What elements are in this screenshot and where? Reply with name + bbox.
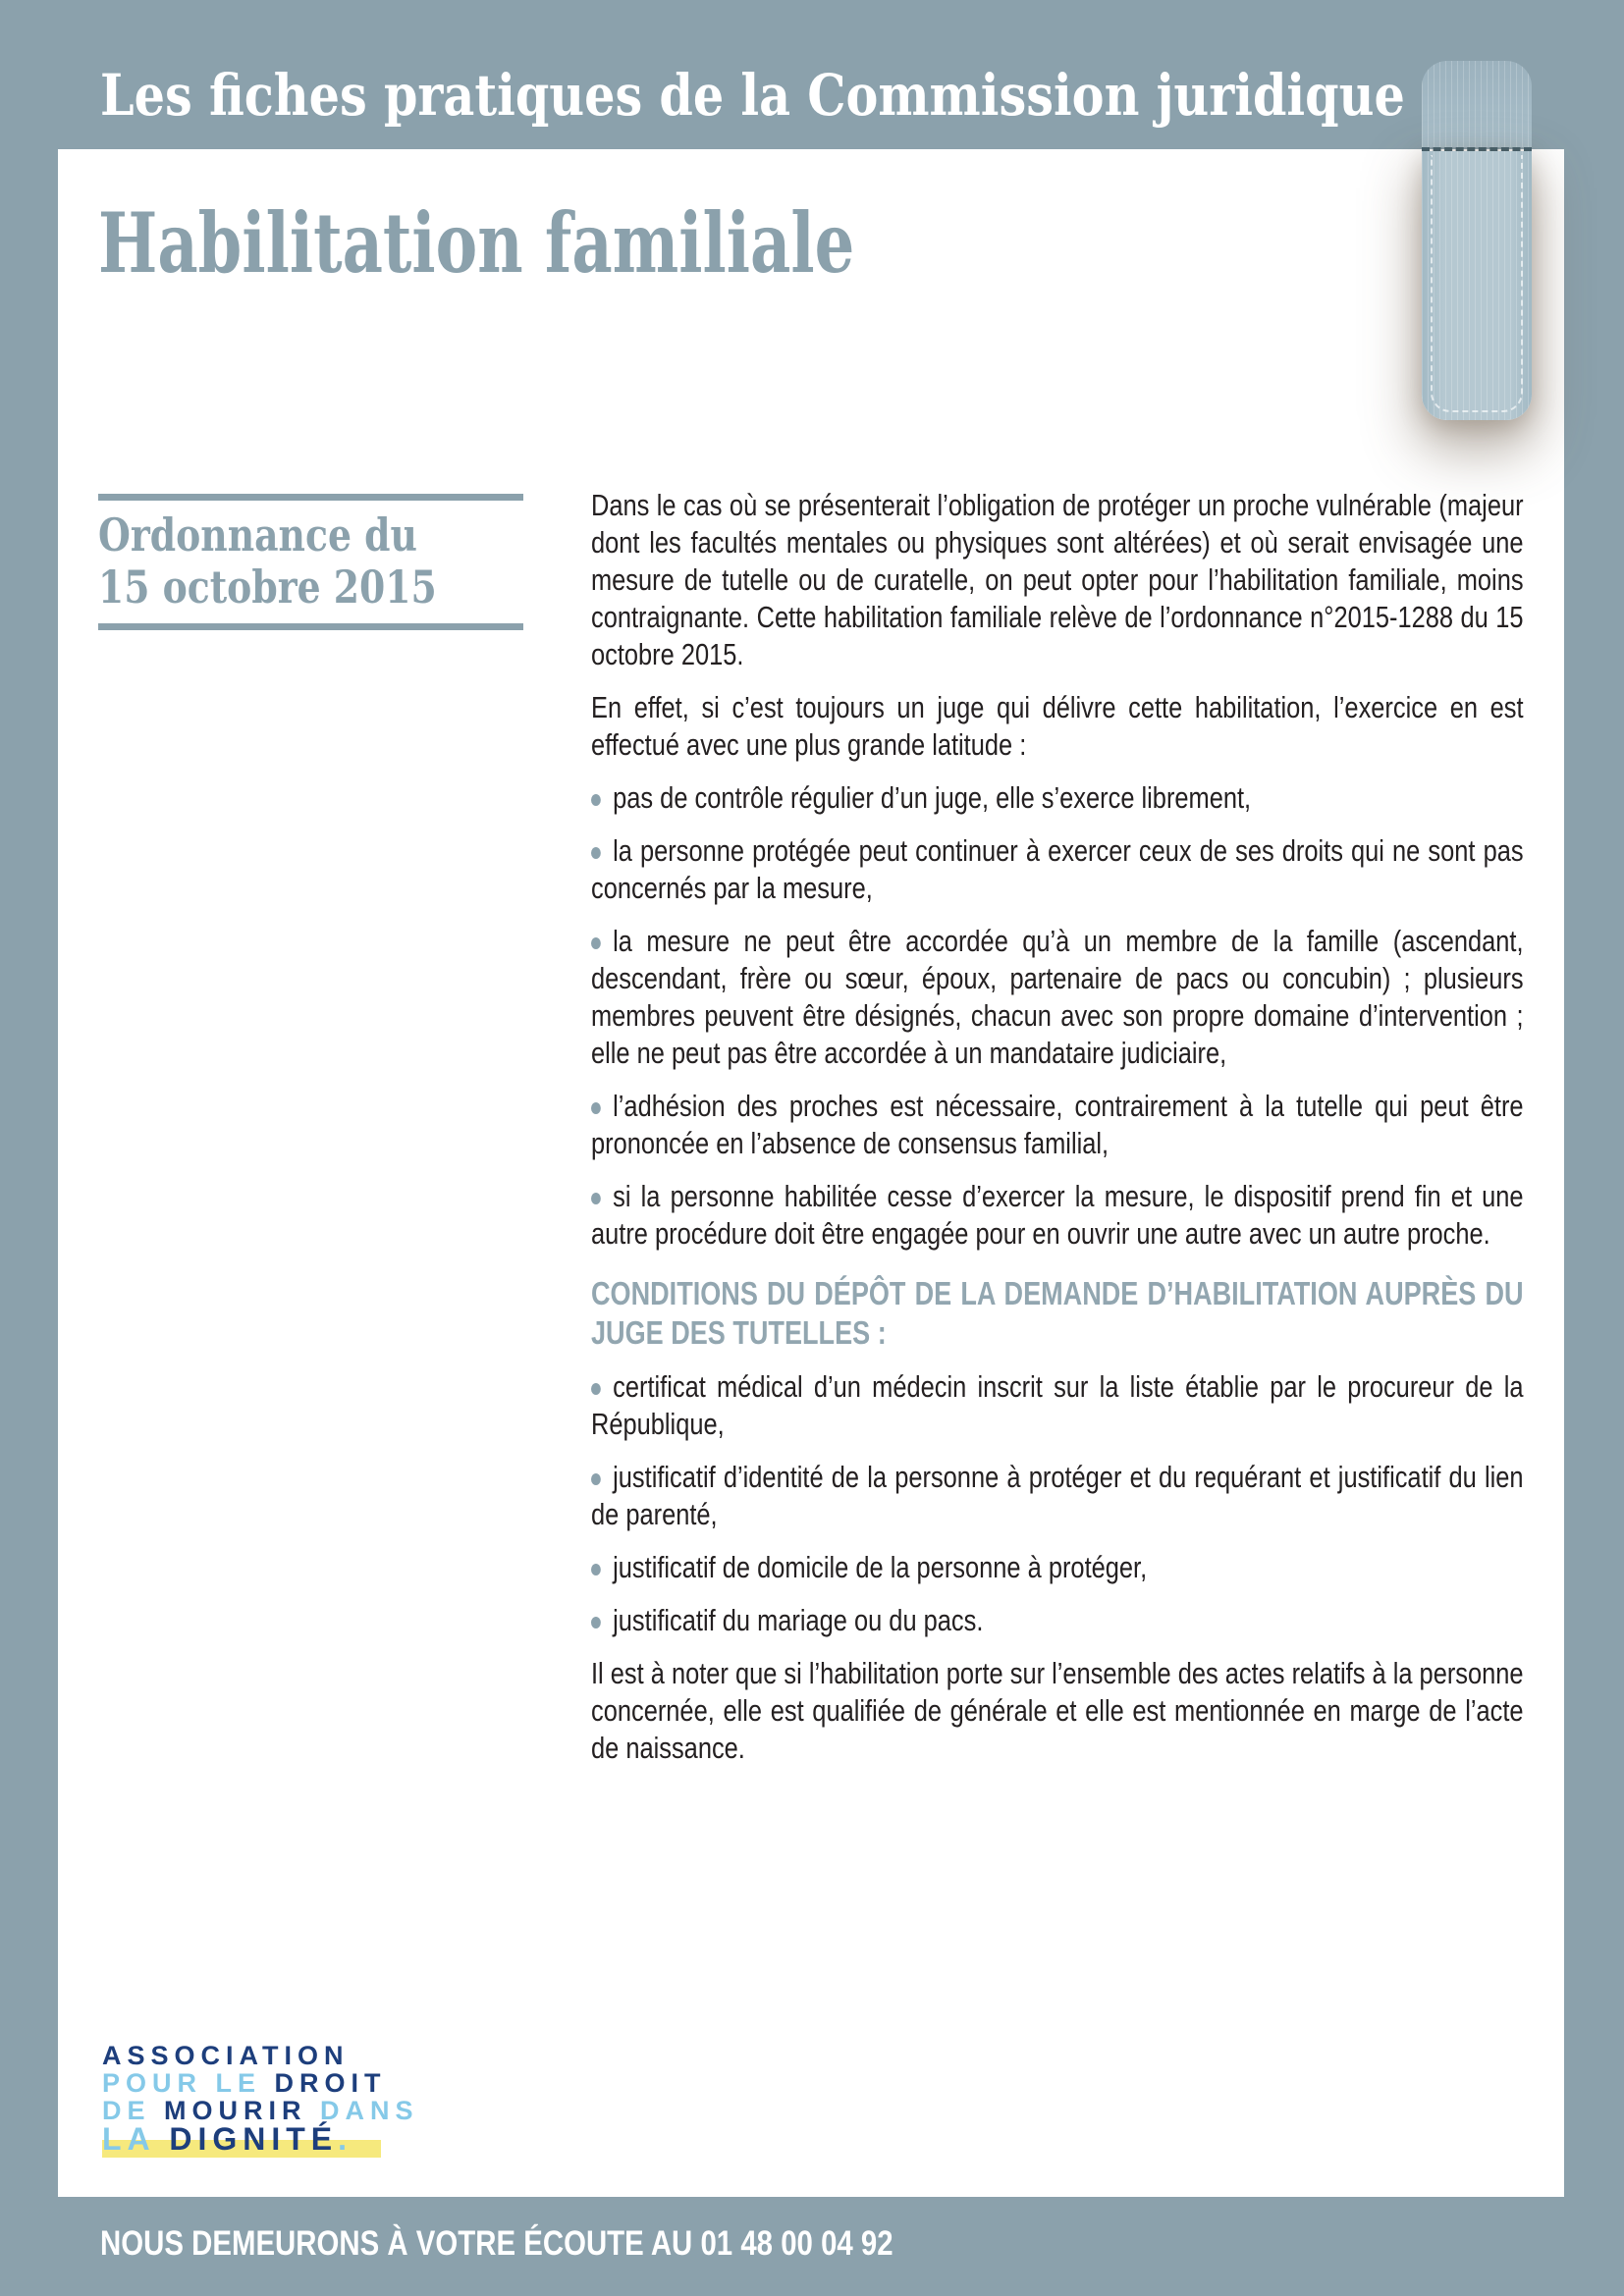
admd-logo [102,2041,419,2157]
logo-text: DE [102,2096,151,2125]
list-item [591,1459,1524,1533]
sidebar-rule-bottom [98,623,523,630]
list-item-text: l’adhésion des proches est nécessaire, contrairement à la tutelle qui peut être prononcée en l’absence de consensus familial, [591,1089,1524,1160]
bullet-icon [591,1383,601,1395]
footer-contact-text: NOUS DEMEURONS À VOTRE ÉCOUTE AU 01 48 00 04 92 [100,2224,893,2263]
bullet-icon [591,847,601,859]
logo-line-1 [102,2042,397,2069]
logo-line-3 [102,2096,419,2125]
bullet-icon [591,1564,601,1575]
section-heading: CONDITIONS DU DÉPÔT DE LA DEMANDE D’HABILITATION AUPRÈS DU JUGE DES TUTELLES : [591,1275,1524,1351]
paragraph: En effet, si c’est toujours un juge qui délivre cette habilitation, l’exercice en est effectué avec une plus grande latitude : [591,690,1524,762]
sidebar-date-line1: Ordonnance du [98,508,417,561]
logo-text: DROIT [261,2068,387,2098]
list-item [591,1549,1524,1586]
list-item-text: justificatif de domicile de la personne à protéger, [613,1550,1148,1584]
list-item-text: pas de contrôle régulier d’un juge, elle s’exerce librement, [613,780,1252,815]
list-item [591,1602,1524,1639]
main-text-column [591,487,1524,1783]
list-item-text: la personne protégée peut continuer à exercer ceux de ses droits qui ne sont pas concernés par la mesure, [591,833,1524,905]
logo-text: . [338,2121,353,2157]
bullet-icon [591,1473,601,1485]
list-item [591,1088,1524,1162]
logo-text: MOURIR [150,2096,307,2125]
logo-text: ASSOCIATION [102,2041,350,2070]
logo-text: LA [102,2121,155,2157]
bullet-icon [591,1102,601,1114]
logo-line-2 [102,2069,397,2097]
list-item-text: justificatif du mariage ou du pacs. [613,1603,984,1637]
footer-band [0,2197,1624,2296]
logo-text: DIGNITÉ [154,2121,339,2157]
sidebar-date-block [98,494,523,630]
list-item-text: la mesure ne peut être accordée qu’à un membre de la famille (ascendant, descendant, frère ou sœur, époux, partenaire de pacs ou concubin) ; plusieurs membres peuvent être désignés, chacun avec son propre domaine d’intervention ; elle ne peut pas être accordée à un mandataire judiciaire, [591,924,1524,1070]
paragraph: Dans le cas où se présenterait l’obligation de protéger un proche vulnérable (majeur dont les facultés mentales ou physiques sont altérées) et où serait envisagée une mesure de tutelle ou de curatelle, on peut opter pour l’habilitation familiale, moins contraignante. Cette habilitation familiale relève de l’ordonnance n°2015-1288 du 15 octobre 2015. [591,488,1524,671]
bullet-icon [591,1193,601,1204]
sidebar-date-line2: 15 octobre 2015 [98,561,437,614]
bullet-icon [591,1617,601,1629]
sidebar-date [98,509,447,614]
logo-text: DANS [306,2096,419,2125]
bookmark-top [1422,61,1532,147]
list-item-text: certificat médical d’un médecin inscrit sur la liste établie par le procureur de la République, [591,1369,1524,1441]
list-item [591,1368,1524,1443]
paragraph: Il est à noter que si l’habilitation porte sur l’ensemble des actes relatifs à la personne concernée, elle est qualifiée de générale et elle est mentionnée en marge de l’acte de naissance. [591,1656,1524,1765]
list-item-text: si la personne habilitée cesse d’exercer la mesure, le dispositif prend fin et une autre procédure doit être engagée pour en ouvrir une autre avec un autre proche. [591,1179,1524,1251]
list-item-text: justificatif d’identité de la personne à protéger et du requérant et justificatif du lien de parenté, [591,1460,1524,1531]
sidebar-rule-top [98,494,523,501]
collection-title: Les fiches pratiques de la Commission juridique [100,62,1405,129]
bookmark-body [1422,151,1532,420]
bookmark-ribbon-icon [1422,61,1532,424]
bullet-icon [591,794,601,806]
page-title: Habilitation familiale [98,194,855,292]
logo-text: POUR LE [102,2068,262,2098]
list-item [591,1178,1524,1253]
bullet-icon [591,937,601,949]
list-item [591,923,1524,1072]
bookmark-stitching [1431,155,1523,412]
logo-line-4 [102,2121,397,2157]
list-item [591,832,1524,907]
list-item [591,779,1524,817]
